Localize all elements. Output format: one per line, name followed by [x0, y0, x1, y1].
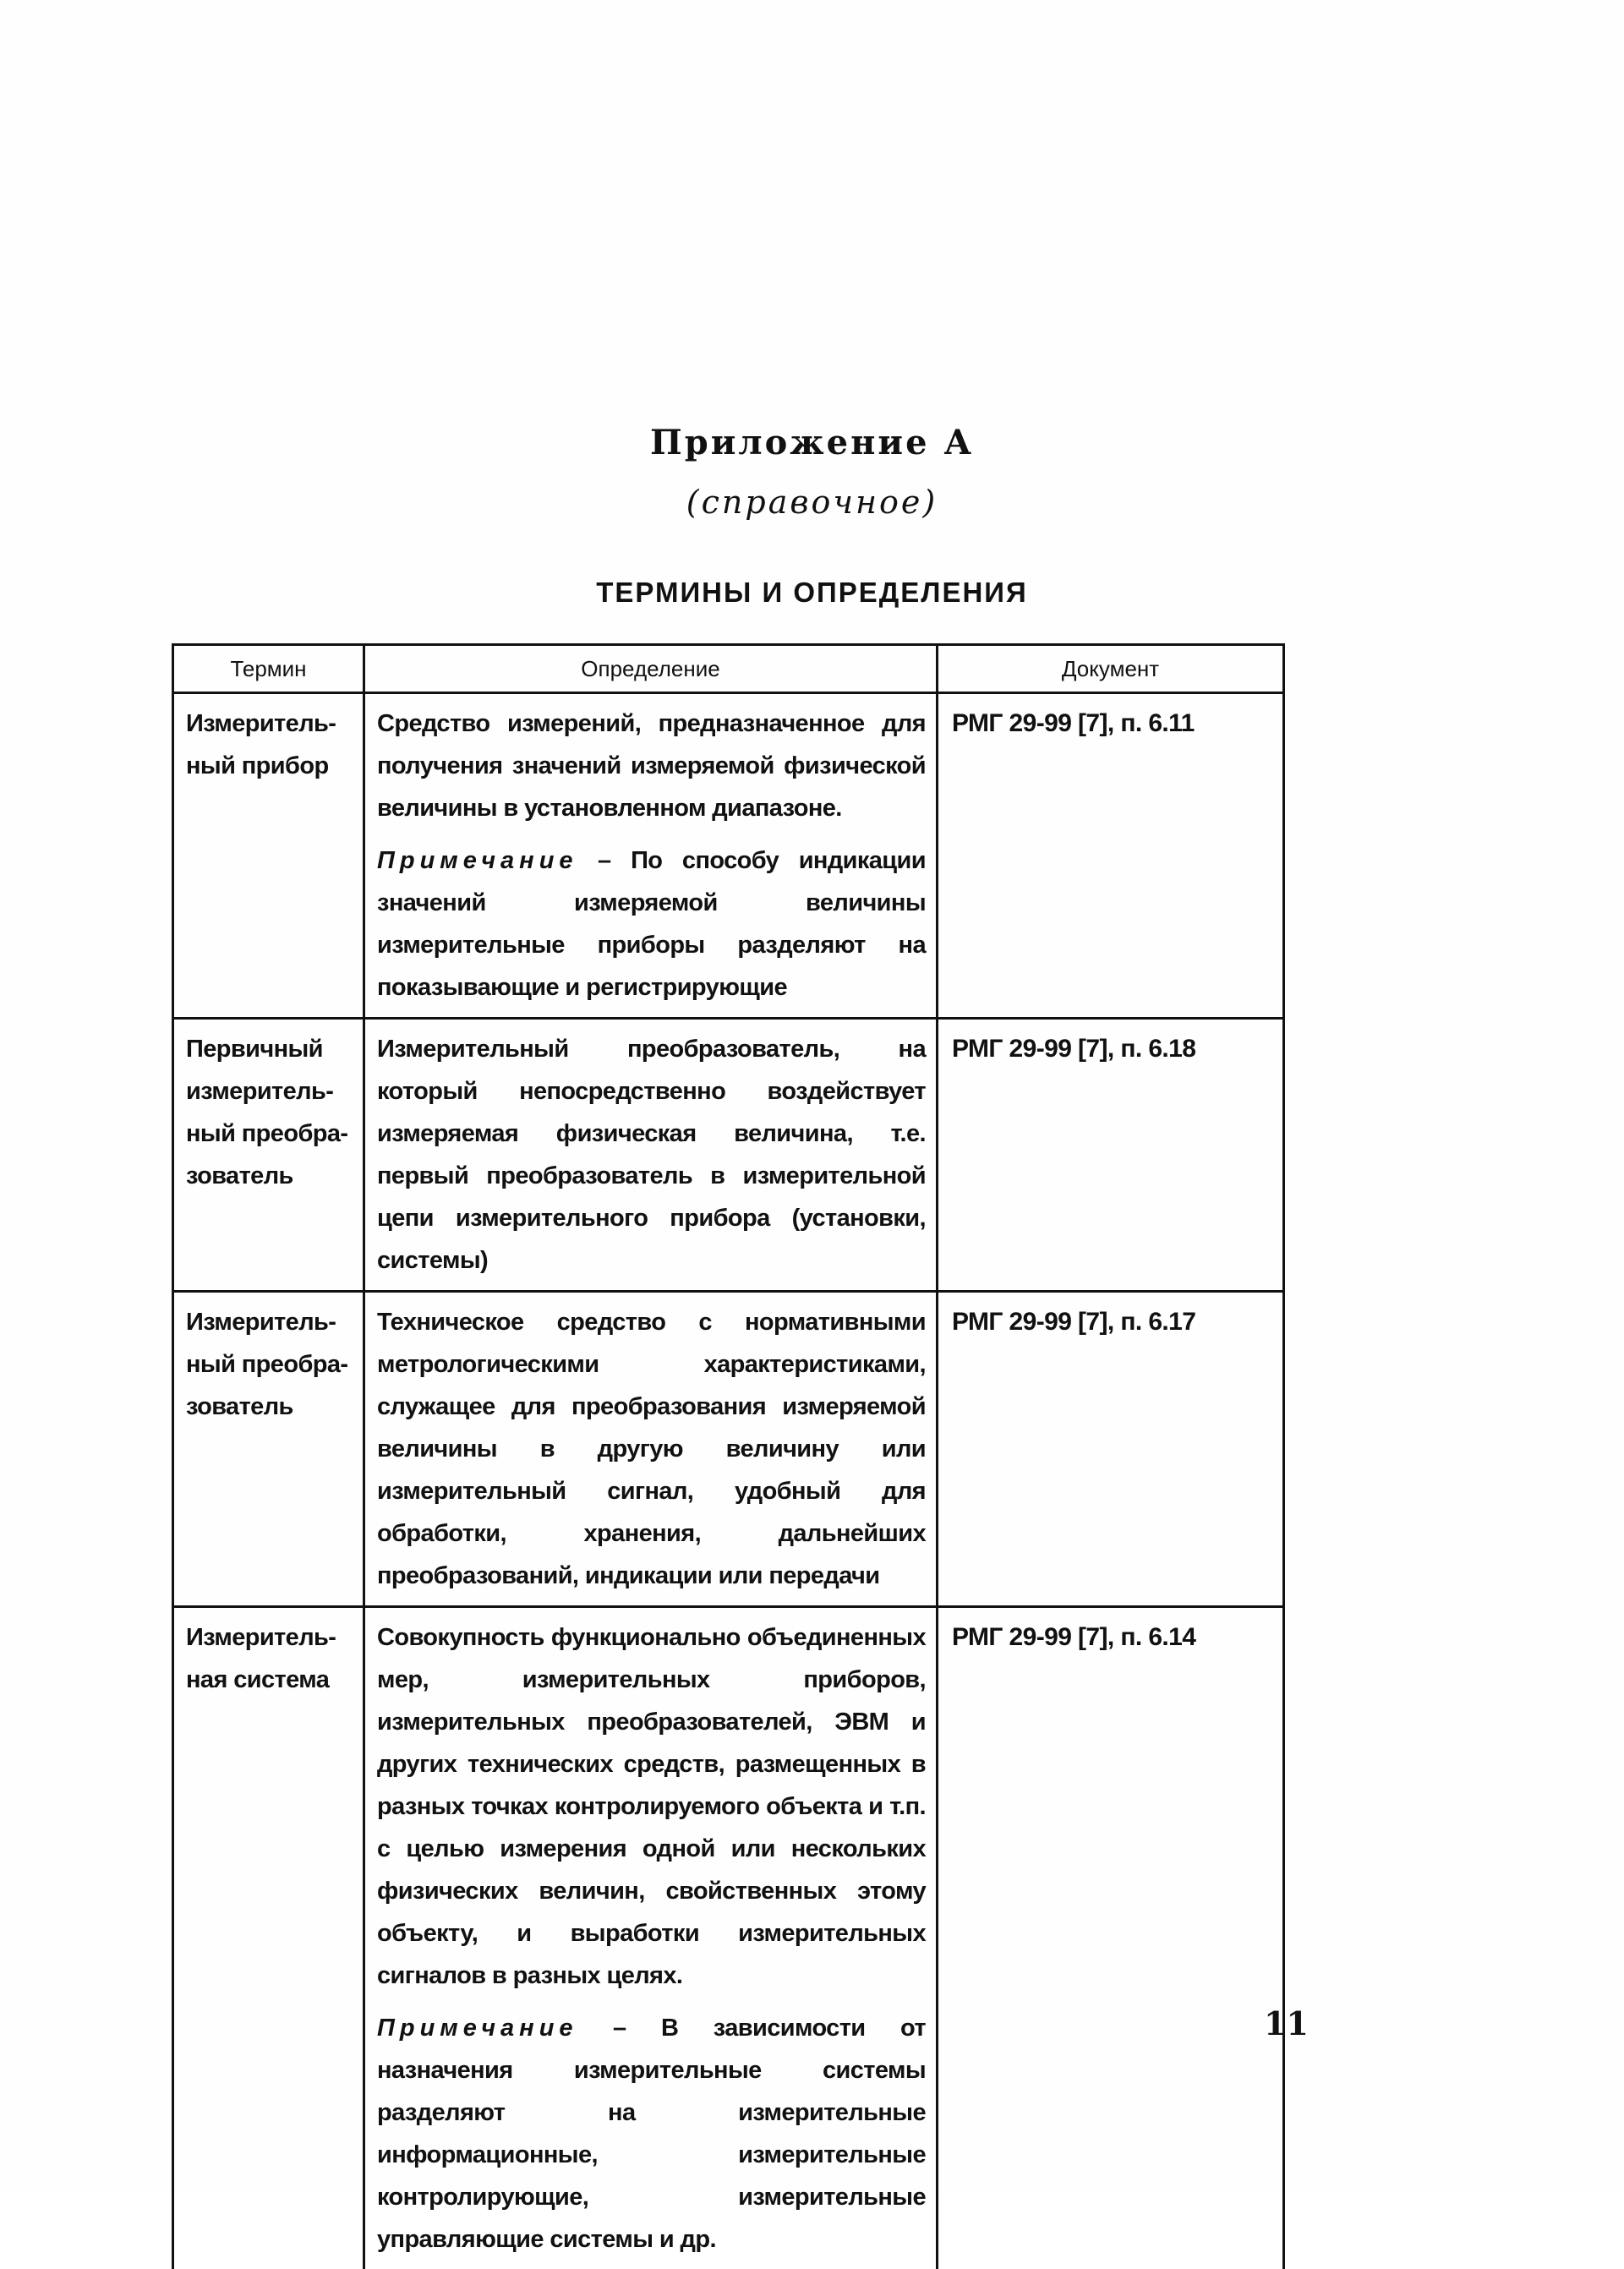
definition-text: Измерительный преобразователь, на который непосредственно воздействует измеряемая физическая величина, т.е. первый преобразователь в измерительной цепи измерительного прибора (установки, системы)	[377, 1028, 926, 1282]
term-cell: Измеритель-ная система	[173, 1607, 364, 2269]
note-text: – По способу индикации значений измеряемой величины измерительные приборы разделяют на показывающие и регистрирующие	[377, 847, 926, 1001]
header-term: Термин	[173, 645, 364, 693]
header-definition: Определение	[364, 645, 938, 693]
table-row	[173, 1607, 1284, 2269]
term-cell: Измеритель-ный преобра-зователь	[173, 1292, 364, 1607]
definition-cell	[364, 1019, 938, 1292]
note-label: Примечание	[377, 2015, 578, 2042]
definition-cell	[364, 693, 938, 1019]
table-header-row	[173, 645, 1284, 693]
definition-text: Совокупность функционально объединенных мер, измерительных приборов, измерительных преобразователей, ЭВМ и других технических средств, размещенных в разных точках контролируемого объекта и т.п. с целью измерения одной или нескольких физических величин, свойственных этому объекту, и выработки измерительных сигналов в разных целях.	[377, 1616, 926, 1997]
page-number: 11	[1258, 2004, 1309, 2042]
note-text: – В зависимости от назначения измерительные системы разделяют на измерительные информационные, измерительные контролирующие, измерительные управляющие системы и др.	[377, 2015, 926, 2253]
table-row	[173, 1019, 1284, 1292]
note-label: Примечание	[377, 847, 578, 874]
document-cell: РМГ 29-99 [7], п. 6.14	[938, 1607, 1284, 2269]
terms-table	[172, 643, 1285, 2269]
definition-cell	[364, 1607, 938, 2269]
term-cell: Измеритель-ный прибор	[173, 693, 364, 1019]
definition-cell	[364, 1292, 938, 1607]
table-row	[173, 693, 1284, 1019]
document-cell: РМГ 29-99 [7], п. 6.18	[938, 1019, 1284, 1292]
section-heading: ТЕРМИНЫ И ОПРЕДЕЛЕНИЯ	[0, 577, 1624, 609]
definition-text: Средство измерений, предназначенное для получения значений измеряемой физической величины в установленном диапазоне.	[377, 703, 926, 829]
term-cell: Первичный измеритель-ный преобра-зователь	[173, 1019, 364, 1292]
appendix-title: Приложение А	[0, 423, 1624, 462]
document-cell: РМГ 29-99 [7], п. 6.17	[938, 1292, 1284, 1607]
note	[377, 2007, 926, 2261]
definition-text: Техническое средство с нормативными метрологическими характеристиками, служащее для преобразования измеряемой величины в другую величину или измерительный сигнал, удобный для обработки, хранения, дальнейших преобразований, индикации или передачи	[377, 1301, 926, 1597]
table-row	[173, 1292, 1284, 1607]
appendix-subtitle: (справочное)	[0, 484, 1624, 521]
document-cell: РМГ 29-99 [7], п. 6.11	[938, 693, 1284, 1019]
header-document: Документ	[938, 645, 1284, 693]
note	[377, 839, 926, 1009]
